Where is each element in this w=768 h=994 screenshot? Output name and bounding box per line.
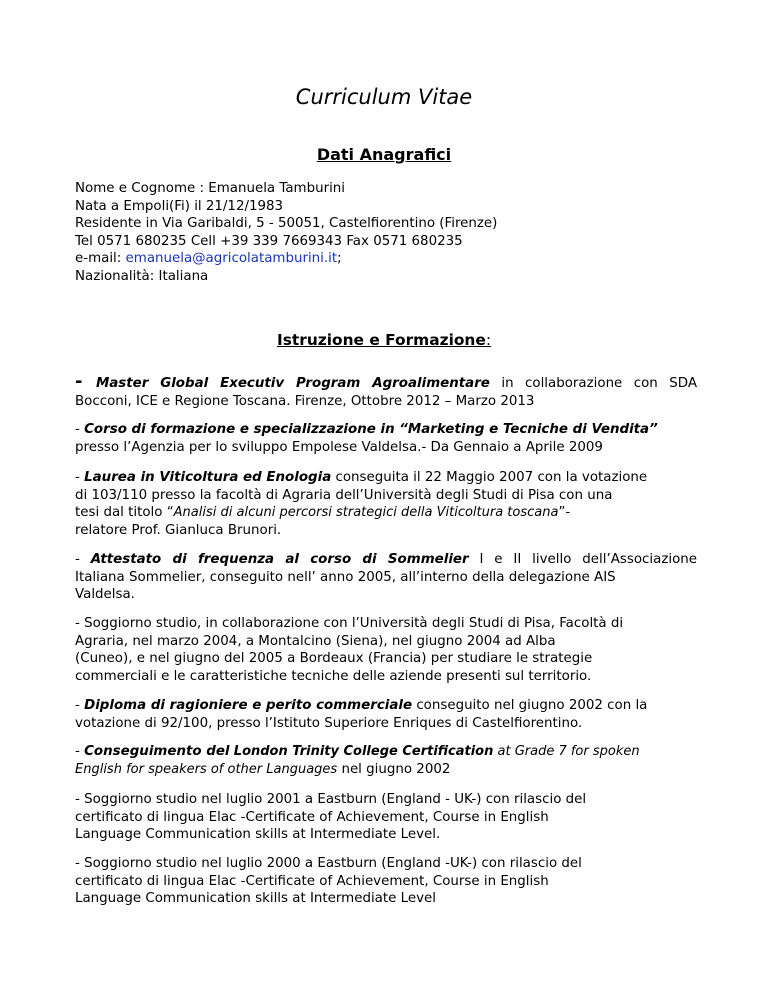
entry-line: Valdelsa. bbox=[75, 587, 135, 603]
entry-text: tesi dal titolo “ bbox=[75, 505, 174, 521]
entry-dash: - bbox=[75, 422, 85, 437]
entry-title: Corso di formazione e specializzazione in “Marketing e Tecniche di Vendita” bbox=[84, 422, 658, 437]
entry-dash: - bbox=[75, 552, 91, 567]
entry-text: in collaborazione con SDA bbox=[489, 376, 697, 391]
entry-line: votazione di 92/100, presso l’Istituto Superiore Enriques di Castelfiorentino. bbox=[75, 715, 583, 731]
entry-line: Language Communication skills at Intermediate Level. bbox=[75, 827, 441, 843]
residence-line: Residente in Via Garibaldi, 5 - 50051, Castelfiorentino (Firenze) bbox=[75, 216, 498, 232]
entry-text: conseguita il 22 Maggio 2007 con la votazione bbox=[331, 470, 648, 485]
education-heading-colon: : bbox=[485, 331, 491, 349]
entry-line: Agraria, nel marzo 2004, a Montalcino (Siena), nel giugno 2004 ad Alba bbox=[75, 633, 556, 649]
personal-data-block bbox=[75, 180, 695, 286]
personal-data-heading: Dati Anagrafici bbox=[316, 145, 452, 164]
birth-line: Nata a Empoli(Fi) il 21/12/1983 bbox=[75, 198, 284, 214]
education-heading-wrap bbox=[0, 330, 768, 350]
entry-text: English for speakers of other Languages bbox=[75, 761, 338, 777]
entry-line: Bocconi, ICE e Regione Toscana. Firenze, Ottobre 2012 – Marzo 2013 bbox=[75, 393, 535, 409]
phone-line: Tel 0571 680235 Cell +39 339 7669343 Fax 0571 680235 bbox=[75, 233, 463, 249]
email-link[interactable]: emanuela@agricolatamburini.it bbox=[125, 251, 338, 267]
entry-line bbox=[75, 551, 697, 569]
entry-title: Master Global Executiv Program Agroalimentare bbox=[95, 376, 490, 391]
email-label: e-mail: bbox=[75, 251, 126, 267]
entry-text: nel giugno 2002 bbox=[337, 761, 451, 777]
education-entry-trinity bbox=[75, 743, 697, 778]
entry-dash: - bbox=[75, 371, 96, 392]
entry-line: - Soggiorno studio nel luglio 2001 a Eastburn (England - UK-) con rilascio del bbox=[75, 792, 587, 807]
entry-line bbox=[75, 504, 697, 522]
entry-line: - Soggiorno studio, in collaborazione con l’Università degli Studi di Pisa, Facoltà di bbox=[75, 616, 624, 631]
entry-line: presso l’Agenzia per lo sviluppo Empolese Valdelsa.- Da Gennaio a Aprile 2009 bbox=[75, 439, 603, 455]
entry-line: commerciali e le caratteristiche tecniche delle aziende presenti sul territorio. bbox=[75, 668, 592, 684]
entry-title: Laurea in Viticoltura ed Enologia bbox=[84, 470, 332, 485]
education-heading: Istruzione e Formazione bbox=[276, 331, 486, 349]
entry-line: Language Communication skills at Intermediate Level bbox=[75, 891, 436, 907]
entry-line bbox=[75, 743, 697, 761]
entry-text: I e II livello dell’Associazione bbox=[468, 552, 697, 567]
entry-line: (Cuneo), e nel giugno del 2005 a Bordeaux (Francia) per studiare le strategie bbox=[75, 651, 593, 667]
entry-title: Attestato di frequenza al corso di Sommelier bbox=[90, 552, 469, 567]
education-entry-master bbox=[75, 373, 697, 410]
entry-title: Conseguimento del bbox=[84, 744, 230, 759]
certification-name: London Trinity College Certification bbox=[233, 744, 494, 759]
entry-line bbox=[75, 697, 697, 715]
education-entry-sommelier bbox=[75, 551, 697, 604]
entry-line bbox=[75, 469, 697, 487]
entry-line: Italiana Sommelier, conseguito nell’ anno 2005, all’interno della delegazione AIS bbox=[75, 569, 616, 585]
entry-line bbox=[75, 373, 697, 393]
entry-text: ”- bbox=[558, 505, 571, 521]
name-line: Nome e Cognome : Emanuela Tamburini bbox=[75, 181, 346, 196]
entry-line: relatore Prof. Gianluca Brunori. bbox=[75, 522, 282, 538]
thesis-title: Analisi di alcuni percorsi strategici della Viticoltura toscana bbox=[173, 505, 559, 521]
entry-line bbox=[75, 421, 697, 439]
entry-title: Diploma di ragioniere e perito commerciale bbox=[84, 698, 413, 713]
education-entry-course bbox=[75, 421, 697, 456]
entry-line: certificato di lingua Elac -Certificate of Achievement, Course in English bbox=[75, 873, 549, 889]
education-entry-eastburn-2000 bbox=[75, 855, 697, 908]
education-entry-degree bbox=[75, 469, 697, 539]
document-title: Curriculum Vitae bbox=[295, 85, 473, 109]
entry-dash: - bbox=[75, 698, 85, 713]
entry-line: - Soggiorno studio nel luglio 2000 a Eastburn (England -UK-) con rilascio del bbox=[75, 856, 582, 871]
email-line bbox=[75, 250, 695, 268]
entry-text: conseguito nel giugno 2002 con la bbox=[412, 698, 648, 713]
entry-text: at Grade 7 for spoken bbox=[493, 744, 640, 759]
education-entry-eastburn-2001 bbox=[75, 791, 697, 844]
entry-dash: - bbox=[75, 744, 85, 759]
email-suffix: ; bbox=[337, 251, 342, 267]
education-entry-study-trip bbox=[75, 615, 697, 685]
nationality-line: Nazionalità: Italiana bbox=[75, 268, 209, 284]
entry-dash: - bbox=[75, 470, 85, 485]
education-entry-diploma bbox=[75, 697, 697, 732]
entry-line: di 103/110 presso la facoltà di Agraria dell’Università degli Studi di Pisa con una bbox=[75, 487, 613, 503]
entry-line: certificato di lingua Elac -Certificate of Achievement, Course in English bbox=[75, 809, 549, 825]
entry-line bbox=[75, 761, 697, 779]
